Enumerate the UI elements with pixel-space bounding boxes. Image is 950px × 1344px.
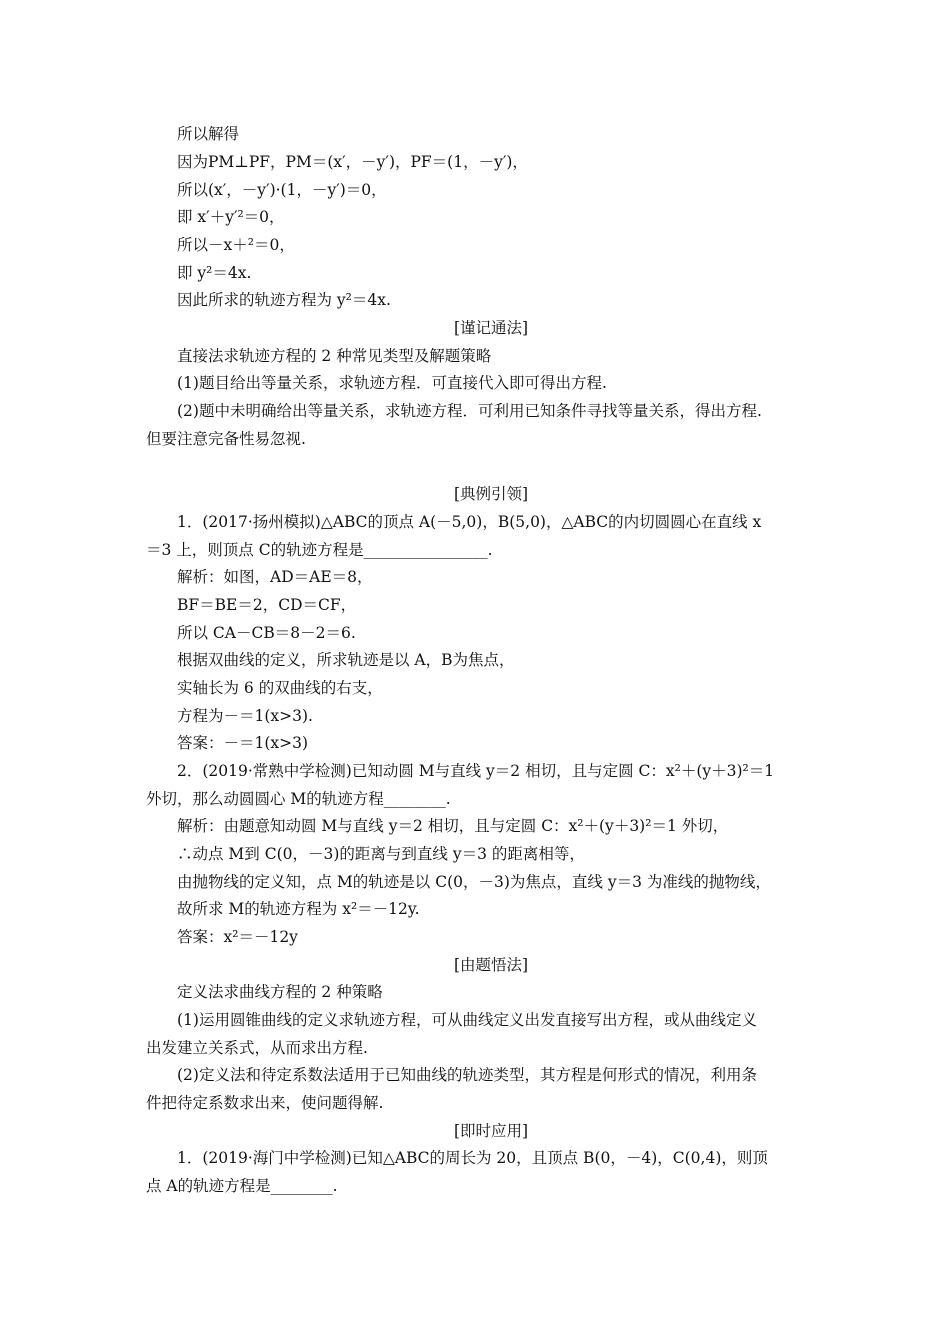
solution-line: 根据双曲线的定义，所求轨迹是以 A，B为焦点， (177, 651, 515, 669)
text-line: 即 x′＋y′²＝0， (177, 208, 285, 226)
strategy-item: (2)定义法和待定系数法适用于已知曲线的轨迹类型，其方程是何形式的情况，利用条 (177, 1066, 757, 1084)
section-intro: 定义法求曲线方程的 2 种策略 (177, 983, 383, 1001)
question-text-continued: 点 A的轨迹方程是________. (146, 1177, 338, 1195)
solution-line: 解析：如图，AD＝AE＝8， (177, 568, 373, 586)
solution-line: 方程为－＝1(x>3). (177, 707, 313, 725)
section-heading: [典例引领] (453, 485, 529, 503)
text-line: 所以－x＋²＝0， (177, 236, 295, 254)
solution-line: ∴动点 M到 C(0，－3)的距离与到直线 y＝3 的距离相等， (177, 845, 585, 863)
strategy-item-continued: 出发建立关系式，从而求出方程. (146, 1039, 368, 1057)
strategy-item-continued: 但要注意完备性易忽视. (146, 430, 306, 448)
text-line: 即 y²＝4x. (177, 264, 252, 282)
solution-line: 所以 CA－CB＝8－2＝6. (177, 624, 356, 642)
section-heading: [谨记通法] (453, 319, 529, 337)
strategy-item: (2)题中未明确给出等量关系，求轨迹方程．可利用已知条件寻找等量关系，得出方程. (177, 402, 762, 420)
strategy-item-continued: 件把待定系数求出来，使问题得解. (146, 1094, 384, 1112)
solution-line: 故所求 M的轨迹方程为 x²＝－12y. (177, 900, 420, 918)
question-text: 1．(2017·扬州模拟)△ABC的顶点 A(－5,0)，B(5,0)，△ABC的内切圆圆心在直线 x (177, 513, 762, 531)
text-line: 所以(x′，－y′)·(1，－y′)＝0， (177, 181, 387, 199)
question-text: 2．(2019·常熟中学检测)已知动圆 M与直线 y＝2 相切，且与定圆 C：x²＋(y＋3)²＝1 (177, 762, 775, 780)
strategy-item: (1)运用圆锥曲线的定义求轨迹方程，可从曲线定义出发直接写出方程，或从曲线定义 (177, 1011, 757, 1029)
question-text: 1．(2019·海门中学检测)已知△ABC的周长为 20，且顶点 B(0，－4)，C(0,4)，则顶 (177, 1149, 768, 1167)
strategy-item: (1)题目给出等量关系，求轨迹方程．可直接代入即可得出方程. (177, 374, 607, 392)
text-line: 所以解得 (177, 125, 240, 143)
solution-line: 由抛物线的定义知，点 M的轨迹是以 C(0，－3)为焦点，直线 y＝3 为准线的抛物线， (177, 873, 771, 891)
section-heading: [由题悟法] (453, 956, 529, 974)
question-text-continued: 外切，那么动圆圆心 M的轨迹方程________. (146, 790, 451, 808)
section-heading: [即时应用] (453, 1122, 529, 1140)
question-text-continued: ＝3 上，则顶点 C的轨迹方程是________________. (146, 541, 493, 559)
answer-line: 答案：－＝1(x>3) (177, 734, 309, 752)
solution-line: 解析：由题意知动圆 M与直线 y＝2 相切，且与定圆 C：x²＋(y＋3)²＝1 外切， (177, 817, 729, 835)
solution-line: BF＝BE＝2，CD＝CF， (177, 596, 357, 614)
answer-line: 答案：x²＝－12y (177, 928, 298, 946)
section-intro: 直接法求轨迹方程的 2 种常见类型及解题策略 (177, 347, 492, 365)
text-line: 因为PM⊥PF，PM＝(x′，－y′)，PF＝(1，－y′)， (177, 153, 528, 171)
solution-line: 实轴长为 6 的双曲线的右支， (177, 679, 383, 697)
text-line: 因此所求的轨迹方程为 y²＝4x. (177, 291, 391, 309)
